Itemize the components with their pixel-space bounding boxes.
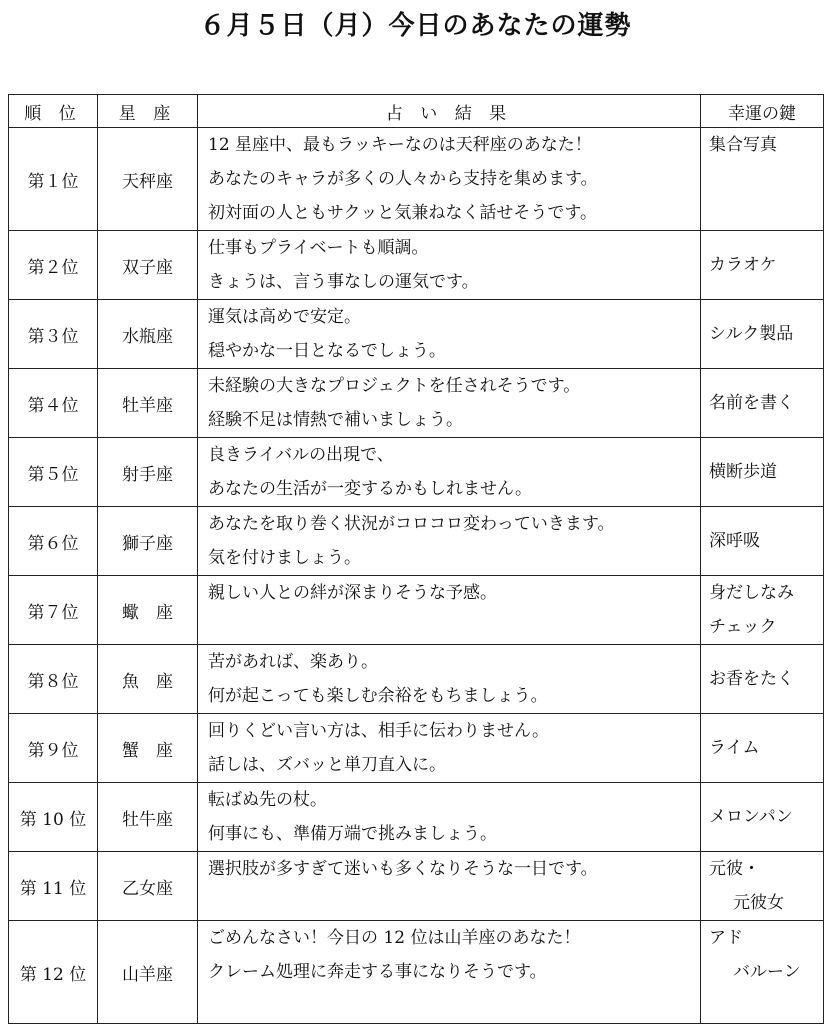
table-row <box>9 783 824 852</box>
rank-cell: 第 11 位 <box>9 852 98 921</box>
key-line: 元彼女 <box>733 893 784 913</box>
key-line: 元彼・ <box>709 859 760 879</box>
key-cell <box>701 507 824 576</box>
table-row <box>9 438 824 507</box>
rank-cell: 第３位 <box>9 300 98 369</box>
rank-cell: 第４位 <box>9 369 98 438</box>
rank-cell: 第 12 位 <box>9 921 98 1024</box>
result-cell <box>198 438 701 507</box>
key-cell <box>701 128 824 231</box>
result-line: 初対面の人ともサクッと気兼ねなく話せそうです。 <box>208 203 597 223</box>
table-row <box>9 714 824 783</box>
header-rank: 順 位 <box>9 95 98 128</box>
result-cell <box>198 852 701 921</box>
result-line: 穏やかな一日となるでしょう。 <box>208 341 446 361</box>
rank-cell: 第６位 <box>9 507 98 576</box>
rank-cell: 第 10 位 <box>9 783 98 852</box>
result-line: 良きライバルの出現で、 <box>208 445 394 465</box>
key-cell <box>701 921 824 1024</box>
result-line: 未経験の大きなプロジェクトを任されそうです。 <box>208 376 581 396</box>
sign-cell: 双子座 <box>98 231 198 300</box>
table-header-row <box>9 95 824 128</box>
key-cell <box>701 852 824 921</box>
result-line: クレーム処理に奔走する事になりそうです。 <box>208 962 547 982</box>
result-line: 何事にも、準備万端で挑みましょう。 <box>208 824 497 844</box>
rank-cell: 第５位 <box>9 438 98 507</box>
key-line: 横断歩道 <box>709 462 777 482</box>
key-cell <box>701 300 824 369</box>
key-line: お香をたく <box>709 669 794 689</box>
key-cell <box>701 438 824 507</box>
result-line: 気を付けましょう。 <box>208 548 361 568</box>
result-line: 話しは、ズバッと単刀直入に。 <box>208 755 446 775</box>
result-line: ごめんなさい！今日の 12 位は山羊座のあなた！ <box>208 928 581 948</box>
result-line: 運気は高めで安定。 <box>208 307 361 327</box>
table-row <box>9 852 824 921</box>
result-cell <box>198 714 701 783</box>
table-row <box>9 507 824 576</box>
table-row <box>9 231 824 300</box>
key-line: 身だしなみ <box>709 583 794 603</box>
result-line: 転ばぬ先の杖。 <box>208 790 327 810</box>
header-result: 占 い 結 果 <box>198 95 701 128</box>
key-cell <box>701 231 824 300</box>
result-line: 経験不足は情熱で補いましょう。 <box>208 410 463 430</box>
key-cell <box>701 369 824 438</box>
table-row <box>9 645 824 714</box>
key-line: 集合写真 <box>709 135 777 155</box>
rank-cell: 第９位 <box>9 714 98 783</box>
key-cell <box>701 783 824 852</box>
rank-cell: 第７位 <box>9 576 98 645</box>
result-line: 何が起こっても楽しむ余裕をもちましょう。 <box>208 686 548 706</box>
result-cell <box>198 576 701 645</box>
horoscope-table <box>8 94 824 1024</box>
result-line: 仕事もプライベートも順調。 <box>208 238 429 258</box>
sign-cell: 牡羊座 <box>98 369 198 438</box>
key-line: バルーン <box>733 962 801 982</box>
key-line: 深呼吸 <box>709 531 760 551</box>
sign-cell: 魚 座 <box>98 645 198 714</box>
result-cell <box>198 783 701 852</box>
result-cell <box>198 128 701 231</box>
result-line: 選択肢が多すぎて迷いも多くなりそうな一日です。 <box>208 859 598 879</box>
sign-cell: 山羊座 <box>98 921 198 1024</box>
key-line: メロンパン <box>709 807 793 827</box>
result-line: 回りくどい言い方は、相手に伝わりません。 <box>208 721 550 741</box>
header-sign: 星 座 <box>98 95 198 128</box>
sign-cell: 天秤座 <box>98 128 198 231</box>
result-cell <box>198 300 701 369</box>
key-line: アド <box>709 928 743 948</box>
table-row <box>9 369 824 438</box>
rank-cell: 第２位 <box>9 231 98 300</box>
sign-cell: 獅子座 <box>98 507 198 576</box>
sign-cell: 射手座 <box>98 438 198 507</box>
header-key: 幸運の鍵 <box>701 95 824 128</box>
result-cell <box>198 645 701 714</box>
sign-cell: 水瓶座 <box>98 300 198 369</box>
rank-cell: 第１位 <box>9 128 98 231</box>
rank-cell: 第８位 <box>9 645 98 714</box>
key-line: ライム <box>709 738 760 758</box>
key-line: チェック <box>709 617 777 637</box>
sign-cell: 蠍 座 <box>98 576 198 645</box>
result-line: 苦があれば、楽あり。 <box>208 652 378 672</box>
result-line: あなたを取り巻く状況がコロコロ変わっていきます。 <box>208 514 615 534</box>
table-row <box>9 576 824 645</box>
sign-cell: 牡牛座 <box>98 783 198 852</box>
key-line: カラオケ <box>709 255 777 275</box>
result-cell <box>198 921 701 1024</box>
sign-cell: 蟹 座 <box>98 714 198 783</box>
result-line: きょうは、言う事なしの運気です。 <box>208 272 479 292</box>
result-cell <box>198 231 701 300</box>
result-line: あなたの生活が一変するかもしれません。 <box>208 479 533 499</box>
key-cell <box>701 714 824 783</box>
result-line: 親しい人との絆が深まりそうな予感。 <box>208 583 497 603</box>
table-row <box>9 128 824 231</box>
result-line: あなたのキャラが多くの人々から支持を集めます。 <box>208 169 598 189</box>
page-title: ６月５日（月）今日のあなたの運勢 <box>199 11 632 41</box>
sign-cell: 乙女座 <box>98 852 198 921</box>
table-row <box>9 300 824 369</box>
result-line: 12 星座中、最もラッキーなのは天秤座のあなた！ <box>208 135 592 155</box>
result-cell <box>198 507 701 576</box>
key-line: シルク製品 <box>709 324 794 344</box>
result-cell <box>198 369 701 438</box>
table-row <box>9 921 824 1024</box>
key-cell <box>701 576 824 645</box>
key-cell <box>701 645 824 714</box>
key-line: 名前を書く <box>709 393 794 413</box>
